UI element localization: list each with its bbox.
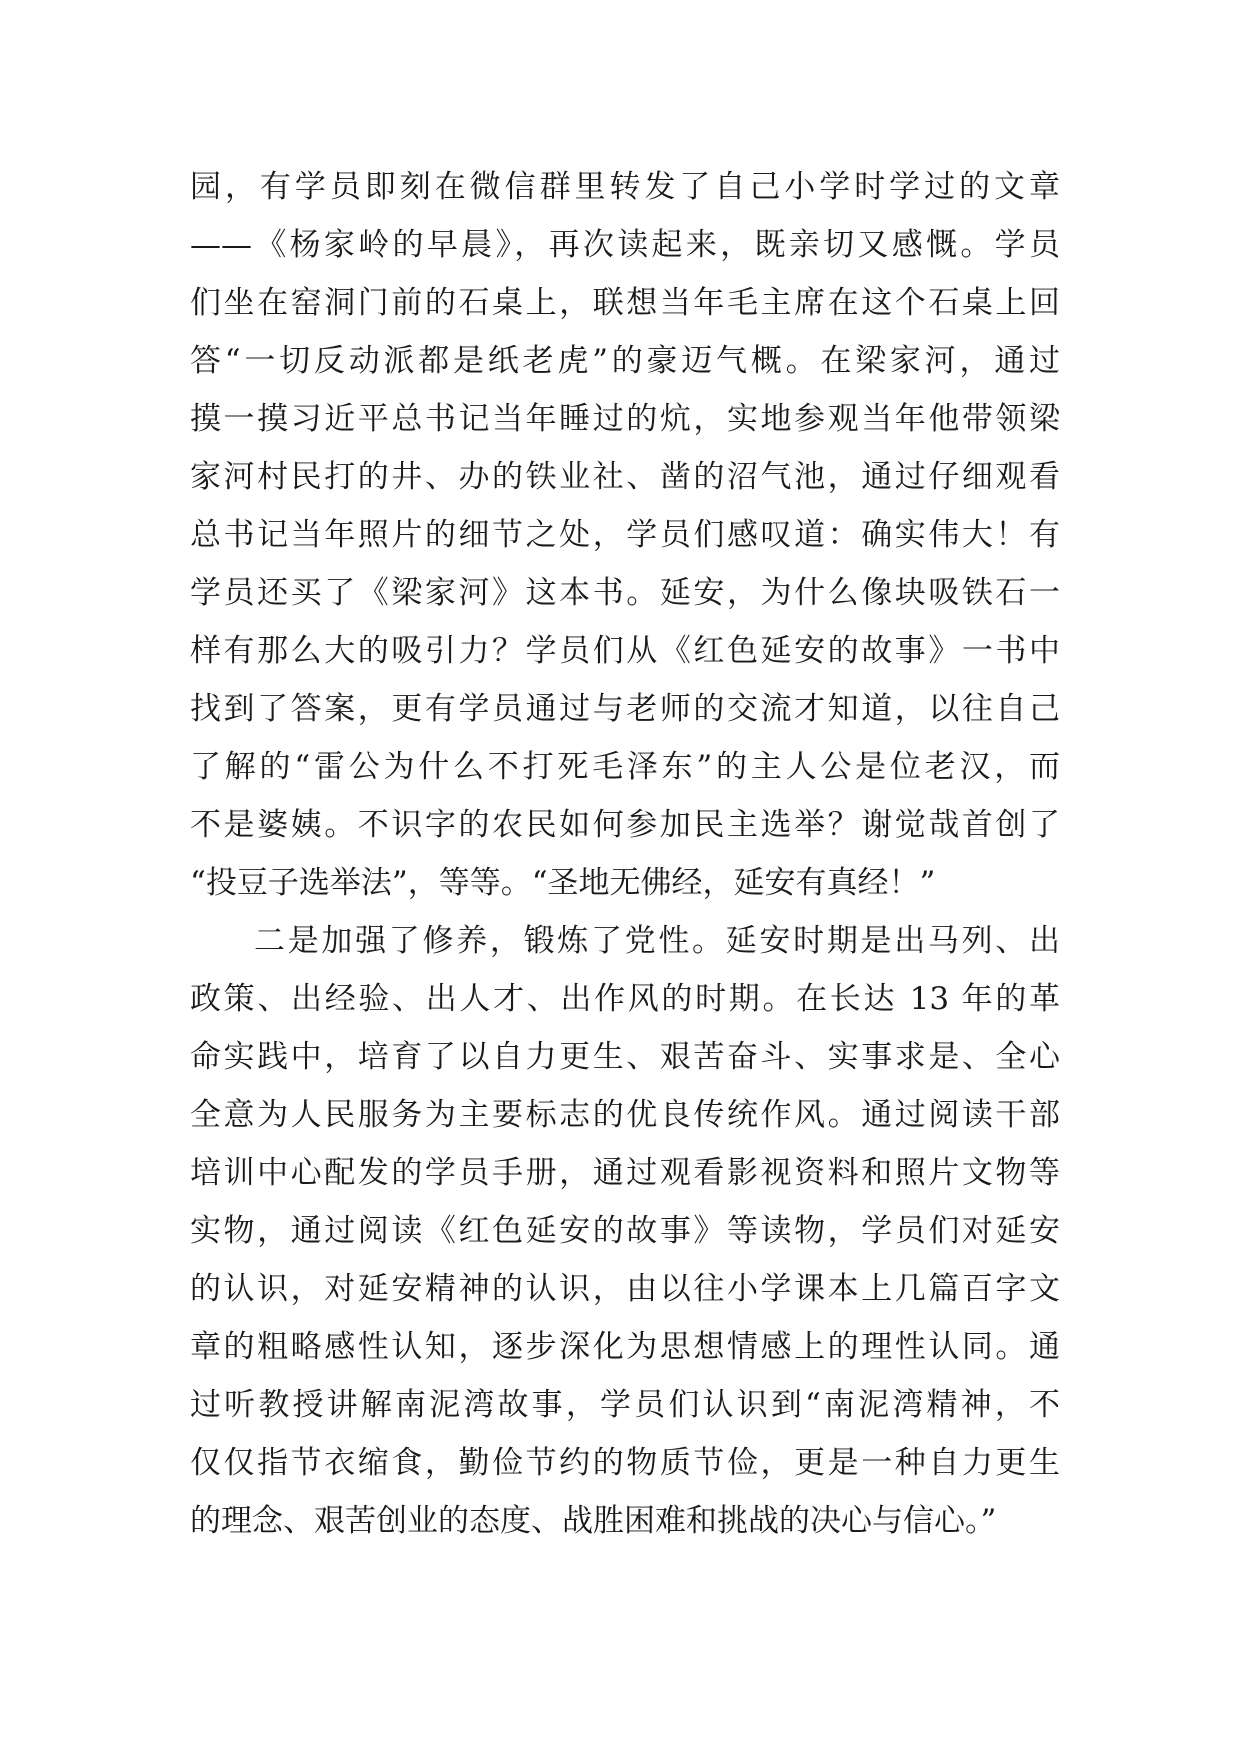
text-line: 答“一切反动派都是纸老虎”的豪迈气概。在梁家河，通过: [190, 343, 1060, 379]
text-line: 样有那么大的吸引力？学员们从《红色延安的故事》一书中: [190, 633, 1060, 669]
text-line: 不是婆姨。不识字的农民如何参加民主选举？谢觉哉首创了: [190, 807, 1060, 843]
text-line: 的理念、艰苦创业的态度、战胜困难和挑战的决心与信心。”: [190, 1503, 997, 1539]
text-line: 二是加强了修养，锻炼了党性。延安时期是出马列、出: [254, 923, 1060, 959]
text-line: 找到了答案，更有学员通过与老师的交流才知道，以往自己: [190, 691, 1060, 727]
body-text: [190, 158, 1060, 1550]
text-line: 过听教授讲解南泥湾故事，学员们认识到“南泥湾精神，不: [190, 1387, 1060, 1423]
text-line: 培训中心配发的学员手册，通过观看影视资料和照片文物等: [190, 1155, 1060, 1191]
text-line: 仅仅指节衣缩食，勤俭节约的物质节俭，更是一种自力更生: [190, 1445, 1060, 1481]
text-line: ——《杨家岭的早晨》，再次读起来，既亲切又感慨。学员: [190, 227, 1060, 263]
text-line: 实物，通过阅读《红色延安的故事》等读物，学员们对延安: [190, 1213, 1060, 1249]
paragraph-2: [190, 912, 1060, 1550]
text-line: 政策、出经验、出人才、出作风的时期。在长达 13 年的革: [190, 981, 1060, 1017]
text-line: 了解的“雷公为什么不打死毛泽东”的主人公是位老汉，而: [190, 749, 1060, 785]
text-line: 家河村民打的井、办的铁业社、凿的沼气池，通过仔细观看: [190, 459, 1060, 495]
text-line: 命实践中，培育了以自力更生、艰苦奋斗、实事求是、全心: [190, 1039, 1060, 1075]
paragraph-1: [190, 158, 1060, 912]
text-line: 们坐在窑洞门前的石桌上，联想当年毛主席在这个石桌上回: [190, 285, 1060, 321]
text-line: 摸一摸习近平总书记当年睡过的炕，实地参观当年他带领梁: [190, 401, 1060, 437]
text-line: 学员还买了《梁家河》这本书。延安，为什么像块吸铁石一: [190, 575, 1060, 611]
text-line: 全意为人民服务为主要标志的优良传统作风。通过阅读干部: [190, 1097, 1060, 1133]
text-line: 园，有学员即刻在微信群里转发了自己小学时学过的文章: [190, 169, 1060, 205]
text-line: 总书记当年照片的细节之处，学员们感叹道：确实伟大！有: [190, 517, 1060, 553]
text-line: “投豆子选举法”，等等。“圣地无佛经，延安有真经！”: [190, 865, 936, 901]
text-line: 章的粗略感性认知，逐步深化为思想情感上的理性认同。通: [190, 1329, 1060, 1365]
text-line: 的认识，对延安精神的认识，由以往小学课本上几篇百字文: [190, 1271, 1060, 1307]
